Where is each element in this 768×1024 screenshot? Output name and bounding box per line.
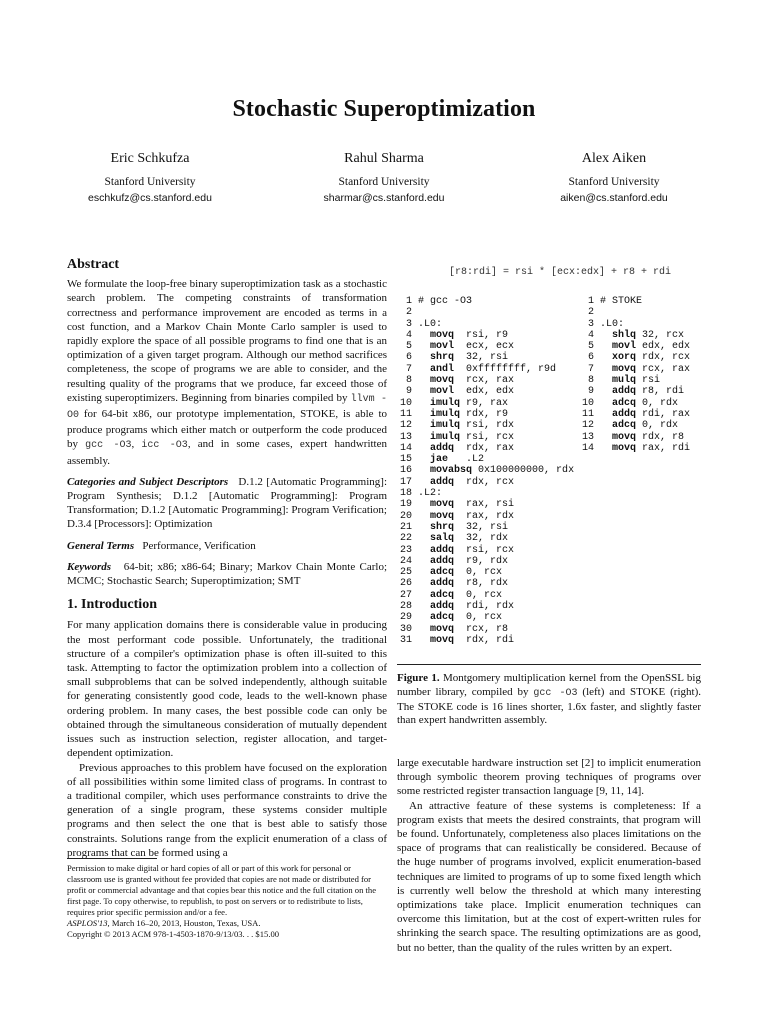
code-opcode: imulq (430, 431, 461, 443)
code-line (400, 612, 574, 623)
line-number: 11 (400, 408, 419, 420)
code-operands: rax, rsi (460, 499, 515, 511)
code-line (400, 398, 574, 409)
code-operands: rdx, r9 (460, 408, 509, 420)
author-email: eschkufz@cs.stanford.edu (88, 192, 212, 204)
code-opcode: movl (430, 341, 461, 353)
caption-text: (left) and STOKE (right). The STOKE code is 16 lines shorter, 1.6x faster, and slightly faster than expert handwritten assembly. (397, 685, 701, 727)
author-2 (264, 150, 504, 206)
code-opcode: addq (430, 544, 461, 556)
code-operands: 32, rcx (636, 329, 685, 341)
code-opcode: movq (430, 329, 461, 341)
line-number: 7 (400, 363, 419, 375)
code-opcode: movq (430, 510, 461, 522)
code-operands: rdx, rcx (636, 352, 691, 364)
line-number: 21 (400, 521, 419, 533)
author-name: Eric Schkufza (110, 151, 190, 166)
copyright: Copyright © 2013 ACM 978-1-4503-1870-9/13/03. . . $15.00 (67, 929, 280, 939)
left-column (67, 258, 387, 860)
code-label: # gcc -O3 (418, 296, 473, 307)
line-number: 8 (400, 375, 419, 387)
code-line (400, 420, 574, 431)
code-label: .L0: (418, 318, 443, 330)
venue: ASPLOS'13, (67, 918, 110, 928)
code-line (400, 545, 574, 556)
code-line (400, 578, 574, 589)
line-number: 8 (582, 375, 601, 387)
code-operands: r8, rdx (460, 578, 509, 590)
code-opcode: shrq (430, 521, 461, 533)
code-operands: rsi, rcx (460, 544, 515, 556)
code-line (582, 307, 690, 318)
code-operands: 0, rcx (460, 589, 503, 601)
code-operands: rdi, rax (636, 408, 691, 420)
general-terms (67, 539, 387, 553)
code-opcode: andl (430, 363, 461, 375)
code-operands: edx, edx (460, 386, 515, 398)
code-line (582, 352, 690, 363)
line-number: 12 (582, 420, 601, 432)
code-label: .L2: (418, 488, 443, 500)
code-line (400, 522, 574, 533)
code-opcode: movq (430, 499, 461, 511)
keywords (67, 560, 387, 588)
code-operands: rax, rdi (636, 442, 691, 454)
intro-paragraph-2: Previous approaches to this problem have focused on the exploration of all possibilities within some limited class of programs. In contrast to a traditional compiler, which uses performance constraints to drive the generation of a single program, these systems consider multiple programs and then select the one that is best able to satisfy those constraints. Solutions range from the explicit enumeration of a class of programs that can be formed using a (67, 761, 387, 859)
code-opcode: adcq (430, 612, 461, 624)
line-number: 10 (582, 397, 601, 409)
code-operands: r9, rdx (460, 555, 509, 567)
right-paragraph-1: large executable hardware instruction set [2] to implicit enumeration through symbolic theorem proving techniques of programs over some restricted register transaction language [9, 11, 14]. (397, 757, 701, 798)
code-opcode: movabsq (430, 465, 473, 477)
code-opcode: salq (430, 533, 461, 545)
author-name: Alex Aiken (581, 151, 647, 166)
code-line (582, 319, 690, 330)
line-number: 11 (582, 408, 601, 420)
caption-text: Montgomery multiplication kernel from the OpenSSL big number library, compiled by (397, 672, 701, 698)
code-operands: rsi (636, 375, 661, 387)
line-number: 29 (400, 612, 419, 624)
line-number: 5 (400, 341, 419, 353)
code-line (582, 409, 690, 420)
code-opcode: movl (430, 386, 461, 398)
code-line (400, 409, 574, 420)
code-line (400, 556, 574, 567)
line-number: 17 (400, 476, 419, 488)
code-opcode: adcq (430, 589, 461, 601)
line-number: 30 (400, 623, 419, 635)
line-number: 23 (400, 544, 419, 556)
line-number: 5 (582, 341, 601, 353)
code-line (400, 375, 574, 386)
line-number: 27 (400, 589, 419, 601)
intro-heading: 1. Introduction (67, 597, 157, 613)
author-email: sharmar@cs.stanford.edu (323, 192, 445, 204)
line-number: 14 (400, 442, 419, 454)
line-number: 2 (400, 307, 419, 319)
figure-caption (397, 672, 701, 728)
code-opcode: imulq (430, 397, 461, 409)
code-operands: r9, rax (460, 397, 509, 409)
figure-rule (397, 664, 701, 665)
code-operands: r8, rdi (636, 386, 685, 398)
line-number: 15 (400, 454, 419, 466)
code-line (582, 364, 690, 375)
line-number: 9 (582, 386, 601, 398)
code-opcode: addq (430, 555, 461, 567)
code-line (582, 386, 690, 397)
code-line (582, 420, 690, 431)
line-number: 12 (400, 420, 419, 432)
line-number: 31 (400, 634, 419, 646)
line-number: 22 (400, 533, 419, 545)
keywords-text: 64-bit; x86; x86-64; Binary; Markov Chain Monte Carlo; MCMC; Stochastic Search; Superoptimization; SMT (67, 560, 388, 588)
code-operands: rsi, rcx (460, 431, 515, 443)
code-opcode: adcq (612, 420, 637, 432)
line-number: 16 (400, 465, 419, 477)
general-terms-text: Performance, Verification (142, 539, 256, 552)
code-line (400, 533, 574, 544)
code-opcode: jae (430, 454, 461, 466)
code-opcode: adcq (612, 397, 637, 409)
line-number: 9 (400, 386, 419, 398)
permission-text: Permission to make digital or hard copies of all or part of this work for personal or classroom use is granted without fee provided that copies are not made or distributed for profit or commercial advantage and that copies bear this notice and the full citation on the first page. To copy otherwise, to republish, to post on servers or to redistribute to lists, requires prior specific permission and/or a fee. (67, 863, 377, 917)
code-operands: rax, rdx (460, 510, 515, 522)
line-number: 24 (400, 555, 419, 567)
code-line (400, 488, 574, 499)
code-line (582, 432, 690, 443)
general-terms-label: General Terms (67, 539, 135, 552)
line-number: 2 (582, 307, 601, 319)
code-operands: 32, rdx (460, 533, 509, 545)
code-opcode: imulq (430, 408, 461, 420)
code-line (582, 330, 690, 341)
code-operands: rdx, rax (460, 442, 515, 454)
footnote-rule (67, 858, 157, 859)
code-opcode: imulq (430, 420, 461, 432)
line-number: 3 (582, 318, 601, 330)
inline-code: llvm -O0 (67, 393, 387, 422)
right-column-text (397, 756, 701, 955)
figure-label: Figure 1. (397, 672, 440, 684)
code-operands: 32, rsi (460, 521, 509, 533)
code-line (400, 567, 574, 578)
abstract-text (67, 277, 387, 468)
code-operands: 0x100000000, rdx (472, 465, 575, 477)
code-opcode: shrq (430, 352, 461, 364)
abstract-text-part: , (131, 438, 142, 451)
code-operands: rcx, r8 (460, 623, 509, 635)
abstract-text-part: , and in some cases, expert handwritten assembly. (67, 438, 387, 467)
code-opcode: addq (612, 408, 637, 420)
code-operands: 32, rsi (460, 352, 509, 364)
code-opcode: mulq (612, 375, 637, 387)
code-operands: 0, rdx (636, 420, 679, 432)
code-line (400, 330, 574, 341)
categories (67, 475, 387, 532)
code-operands: ecx, ecx (460, 341, 515, 353)
code-opcode: addq (612, 386, 637, 398)
line-number: 25 (400, 567, 419, 579)
code-opcode: xorq (612, 352, 637, 364)
code-opcode: addq (430, 476, 461, 488)
code-label: # STOKE (600, 296, 643, 307)
code-opcode: movl (612, 341, 637, 353)
code-operands: .L2 (460, 454, 485, 466)
inline-code: icc -O3 (141, 440, 188, 452)
code-operands: rsi, r9 (460, 329, 509, 341)
paper-title: Stochastic Superoptimization (232, 96, 536, 122)
code-line (400, 624, 574, 635)
code-line (400, 296, 574, 307)
code-line (400, 319, 574, 330)
author-3 (494, 150, 734, 206)
line-number: 13 (582, 431, 601, 443)
code-operands: 0, rcx (460, 567, 503, 579)
code-line (400, 432, 574, 443)
venue-line (67, 918, 387, 929)
code-line (400, 386, 574, 397)
code-operands: edx, edx (636, 341, 691, 353)
author-1 (30, 150, 270, 206)
line-number: 6 (582, 352, 601, 364)
line-number: 1 (400, 296, 419, 307)
right-paragraph-2: An attractive feature of these systems is completeness: If a program exists that meets the desired constraints, that program will be found. Unfortunately, completeness also places limitations on the space of programs that can realistically be considered. Because of the huge number of programs involved, explicit enumeration-based techniques are limited to programs of up to some fixed length which is currently well below the threshold at which many interesting optimizations take place. Implicit enumeration techniques can overcome this limitation, but at the cost of expert-written rules for shrinking the search space. The resulting optimizations are as good, but no better, than the quality of the rules written by an expert. (397, 799, 701, 954)
categories-text: D.1.2 [Automatic Programming]: Program Synthesis; D.1.2 [Automatic Programming]: Program Transformation; D.1.2 [Automatic Programming]: Program Verification; D.3.4 [Processors]: Optimization (67, 475, 387, 531)
line-number: 4 (400, 329, 419, 341)
code-operands: 0, rdx (636, 397, 679, 409)
code-line (582, 443, 690, 454)
code-opcode: movq (430, 375, 461, 387)
code-line (400, 477, 574, 488)
code-line (400, 499, 574, 510)
code-operands: rdx, rdi (460, 634, 515, 646)
author-affiliation: Stanford University (568, 176, 660, 188)
code-operands: rcx, rax (636, 363, 691, 375)
code-operands: rdx, rcx (460, 476, 515, 488)
inline-code: gcc -O3 (533, 687, 578, 699)
line-number: 10 (400, 397, 419, 409)
code-opcode: adcq (430, 567, 461, 579)
code-operands: rcx, rax (460, 375, 515, 387)
line-number: 26 (400, 578, 419, 590)
line-number: 4 (582, 329, 601, 341)
categories-label: Categories and Subject Descriptors (67, 475, 229, 488)
figure-equation: [r8:rdi] = rsi * [ecx:edx] + r8 + rdi (448, 267, 672, 278)
code-operands: 0, rcx (460, 612, 503, 624)
code-line (400, 635, 574, 646)
intro-paragraph-1: For many application domains there is considerable value in producing the most performant code possible. Unfortunately, the traditional structure of a compiler's optimization phase is often ill-suited to this task. Attempting to factor the optimization problem into a collection of small subproblems that can be solved independently, although suitable for generating consistently good code, leads to the well-known phase ordering problem. In many cases, the best possible code can only be obtained through the simultaneous consideration of mutually dependent issues such as instruction selection, register allocation, and target-dependent optimization. (67, 619, 387, 760)
author-name: Rahul Sharma (344, 151, 424, 166)
code-opcode: movq (430, 634, 461, 646)
code-opcode: movq (612, 431, 637, 443)
line-number: 13 (400, 431, 419, 443)
line-number: 14 (582, 442, 601, 454)
venue-details: March 16–20, 2013, Houston, Texas, USA. (109, 918, 261, 928)
line-number: 19 (400, 499, 419, 511)
code-operands: 0xffffffff, r9d (460, 363, 557, 375)
code-line (582, 375, 690, 386)
inline-code: gcc -O3 (85, 440, 132, 452)
line-number: 20 (400, 510, 419, 522)
abstract-text-part: for 64-bit x86, our prototype implementation, STOKE, is able to produce programs which either match or outperform the code produced by (67, 408, 387, 451)
abstract-heading: Abstract (67, 257, 120, 272)
code-operands: rdx, r8 (636, 431, 685, 443)
permission-notice (67, 858, 387, 940)
code-line (582, 296, 690, 307)
line-number: 1 (582, 296, 601, 307)
code-opcode: movq (612, 442, 637, 454)
author-affiliation: Stanford University (104, 176, 196, 188)
code-line (400, 511, 574, 522)
code-line (400, 443, 574, 454)
code-operands: rsi, rdx (460, 420, 515, 432)
code-opcode: movq (612, 363, 637, 375)
code-operands: rdi, rdx (460, 601, 515, 613)
code-line (582, 341, 690, 352)
code-line (400, 364, 574, 375)
code-opcode: shlq (612, 329, 637, 341)
code-line (400, 465, 574, 476)
code-opcode: addq (430, 601, 461, 613)
line-number: 7 (582, 363, 601, 375)
code-opcode: addq (430, 578, 461, 590)
code-line (400, 454, 574, 465)
line-number: 3 (400, 318, 419, 330)
code-line (400, 601, 574, 612)
author-affiliation: Stanford University (338, 176, 430, 188)
code-opcode: movq (430, 623, 461, 635)
author-email: aiken@cs.stanford.edu (560, 192, 668, 204)
line-number: 18 (400, 488, 419, 500)
keywords-label: Keywords (67, 560, 111, 573)
code-opcode: addq (430, 442, 461, 454)
code-line (400, 341, 574, 352)
gcc-code-listing (400, 296, 574, 646)
code-line (400, 307, 574, 318)
code-line (400, 590, 574, 601)
line-number: 6 (400, 352, 419, 364)
stoke-code-listing (582, 296, 690, 454)
abstract-text-part: We formulate the loop-free binary superoptimization task as a stochastic search problem. The competing constraints of transformation correctness and performance improvement are encoded as terms in a cost function, and a Markov Chain Monte Carlo sampler is used to rapidly explore the space of all possible programs to find one that is an optimization of a given target program. Although our method sacrifices completeness, the scope of programs we are able to consider, and the resulting quality of the programs that we produce, far exceed those of existing superoptimizers. Beginning from binaries compiled by (67, 278, 387, 404)
code-line (582, 398, 690, 409)
code-line (400, 352, 574, 363)
code-label: .L0: (600, 318, 625, 330)
line-number: 28 (400, 601, 419, 613)
